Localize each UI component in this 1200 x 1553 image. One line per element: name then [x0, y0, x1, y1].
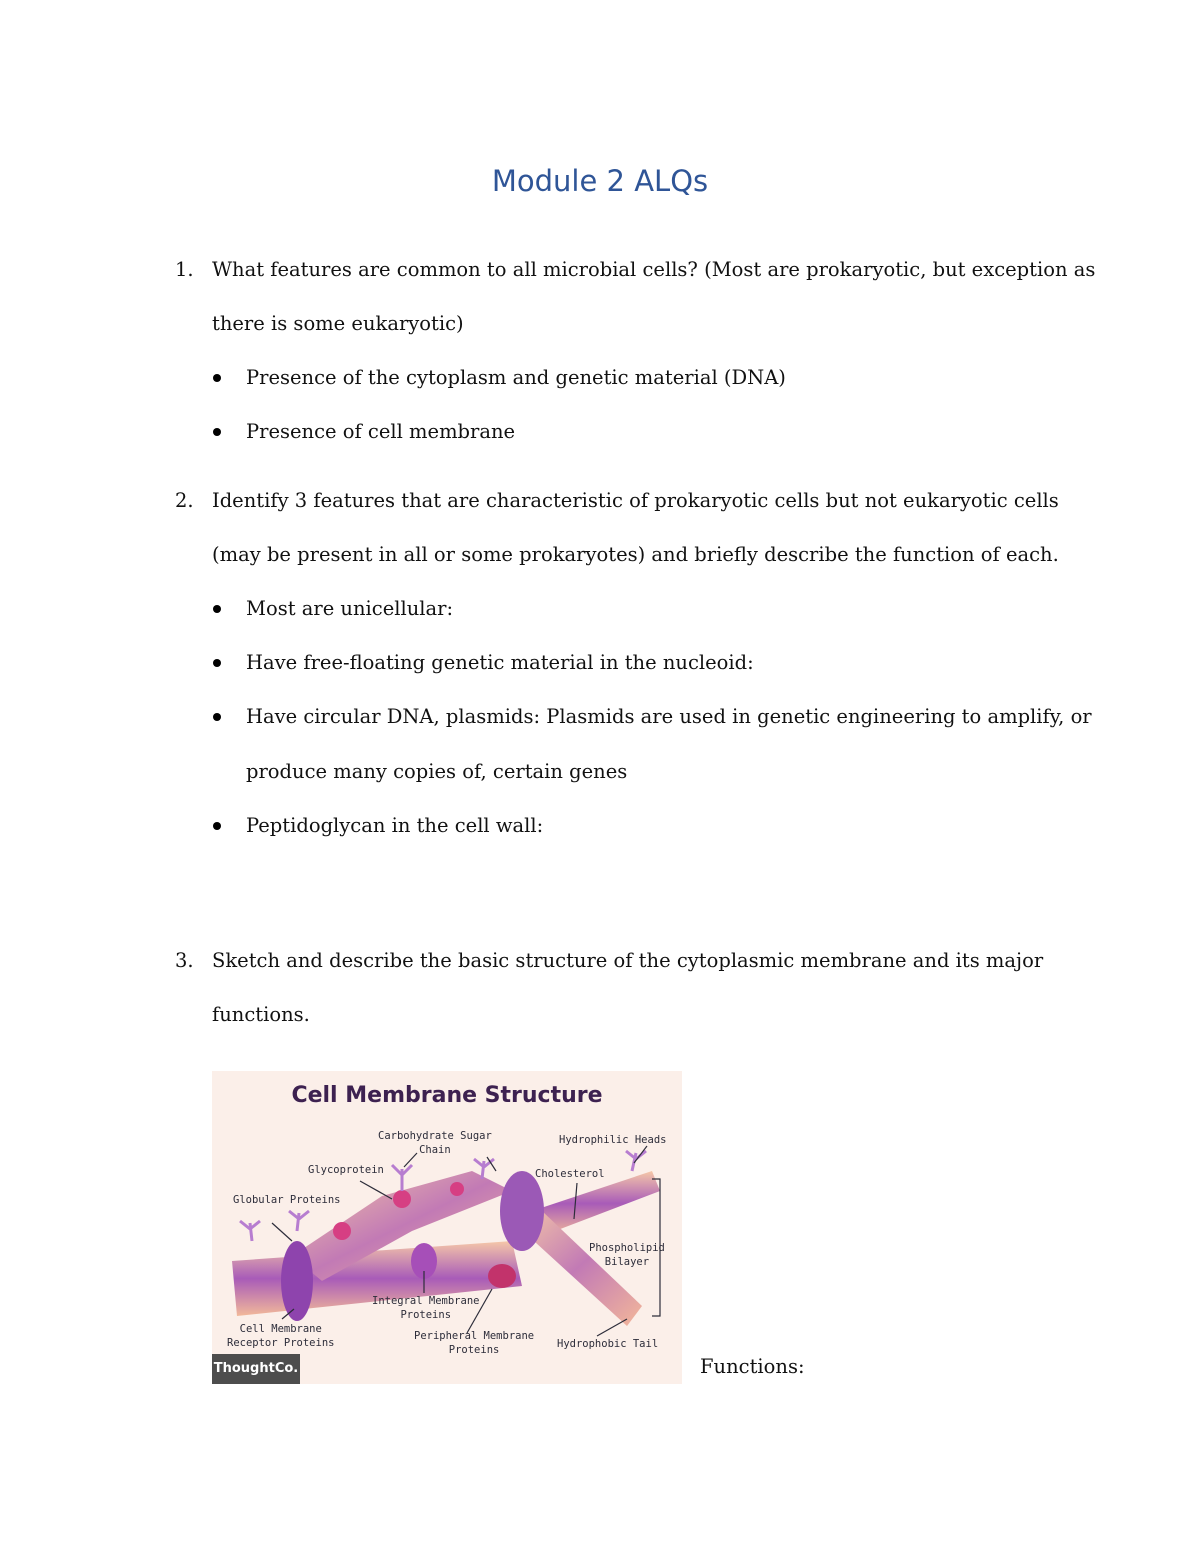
bullet-icon [213, 822, 221, 830]
figure-label-glycoprotein: Glycoprotein [308, 1164, 384, 1176]
bullet-text: Presence of the cytoplasm and genetic material (DNA) [246, 366, 786, 389]
question-text: there is some eukaryotic) [212, 312, 464, 335]
figure-label-hydrophilic: Hydrophilic Heads [559, 1134, 667, 1146]
thoughtco-logo: ThoughtCo. [212, 1354, 300, 1384]
figure-label-integral: Integral Membrane Proteins [372, 1295, 480, 1321]
figure-label-hydrophobic: Hydrophobic Tail [557, 1338, 659, 1350]
bullet-text-continued: produce many copies of, certain genes [246, 760, 628, 783]
bullet-icon [213, 374, 221, 382]
question-text: Sketch and describe the basic structure of the cytoplasmic membrane and its major [212, 949, 1044, 972]
peripheral-protein [488, 1264, 516, 1288]
globular-protein [450, 1182, 464, 1196]
functions-label: Functions: [700, 1355, 805, 1378]
figure-label-peripheral: Peripheral Membrane Proteins [414, 1330, 535, 1356]
carbohydrate-chain [240, 1221, 260, 1241]
figure-label-phospholipid: Phospholipid Bilayer [589, 1242, 665, 1268]
question-text: Identify 3 features that are characteristic of prokaryotic cells but not eukaryotic cells [212, 489, 1059, 512]
question-number: 1. [175, 258, 194, 281]
bullet-text: Have circular DNA, plasmids: Plasmids are used in genetic engineering to amplify, or [246, 705, 1092, 728]
carbohydrate-chain [392, 1165, 412, 1191]
bullet-icon [213, 659, 221, 667]
figure-label-cholesterol: Cholesterol [535, 1168, 605, 1180]
bullet-icon [213, 713, 221, 721]
figure-label-receptor: Cell Membrane Receptor Proteins [227, 1323, 335, 1349]
figure-label-globular: Globular Proteins [233, 1194, 341, 1206]
integral-protein [281, 1241, 313, 1321]
bullet-icon [213, 605, 221, 613]
figure-label-carbohydrate: Carbohydrate Sugar Chain [378, 1130, 492, 1156]
globular-protein [333, 1222, 351, 1240]
cell-membrane-figure [212, 1071, 682, 1384]
question-number: 3. [175, 949, 194, 972]
question-text: functions. [212, 1003, 310, 1026]
glycoprotein [393, 1190, 411, 1208]
bullet-text: Most are unicellular: [246, 597, 454, 620]
question-text: (may be present in all or some prokaryotes) and briefly describe the function of each. [212, 543, 1059, 566]
bullet-text: Have free-floating genetic material in the nucleoid: [246, 651, 754, 674]
question-text: What features are common to all microbial cells? (Most are prokaryotic, but exception as [212, 258, 1096, 281]
bullet-text: Presence of cell membrane [246, 420, 516, 443]
question-number: 2. [175, 489, 194, 512]
document-title: Module 2 ALQs [491, 164, 709, 198]
bullet-icon [213, 428, 221, 436]
bullet-text: Peptidoglycan in the cell wall: [246, 814, 544, 837]
carbohydrate-chain [289, 1211, 309, 1231]
figure-title: Cell Membrane Structure [291, 1083, 603, 1108]
integral-protein [500, 1171, 544, 1251]
